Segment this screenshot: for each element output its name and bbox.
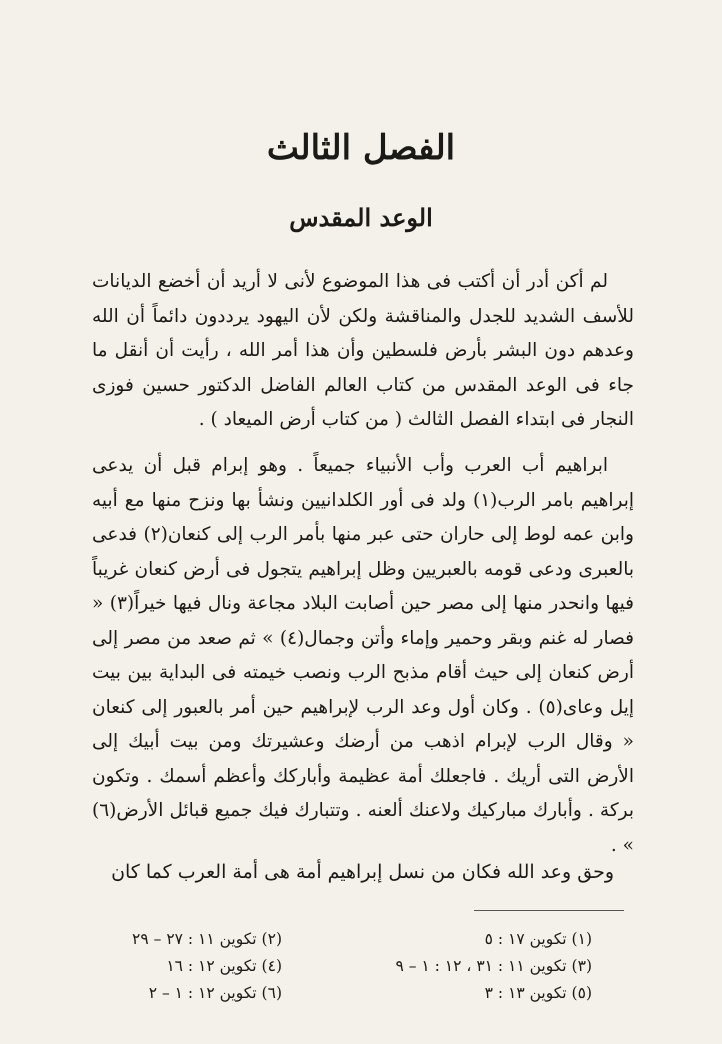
footnote-2: (٢) تكوين ١١ : ٢٧ – ٢٩: [132, 930, 282, 948]
paragraph-continuation: [92, 855, 614, 890]
paragraph-continuation-text: وحق وعد الله فكان من نسل إبراهيم أمة هى أمة العرب كما كان: [111, 861, 614, 883]
paragraph-intro-text: لم أكن أدر أن أكتب فى هذا الموضوع لأنى لا أريد أن أخضع الديانات للأسف الشديد للجدل والمناقشة ولكن لأن اليهود يرددون دائماً أن الله وعدهم دون البشر بأرض فلسطين وأن هذا أمر الله ، رأيت أن أنقل ما جاء فى الوعد المقدس من كتاب العالم الفاضل الدكتور حسين فوزى النجار فى ابتداء الفصل الثالث ( من كتاب أرض الميعاد ) .: [92, 271, 634, 430]
footnote-divider: [474, 910, 624, 911]
chapter-title: الفصل الثالث: [266, 128, 456, 168]
section-title: الوعد المقدس: [289, 203, 433, 232]
paragraph-abraham-text: ابراهيم أب العرب وأب الأنبياء جميعاً . وهو إبرام قبل أن يدعى إبراهيم بامر الرب(١) ولد فى أور الكلدانيين ونشأ بها ونزح منها مع أبيه وابن عمه لوط إلى حاران حتى عبر منها بأمر الرب إلى كنعان(٢) فدعى بالعبرى ودعى قومه بالعبريين وظل إبراهيم يتجول فى أرض كنعان غريباً فيها وانحدر منها إلى مصر حين أصابت البلاد مجاعة ونال فيها خيراً(٣) « فصار له غنم وبقر وحمير وإماء وأتن وجمال(٤) » ثم صعد من مصر إلى أرض كنعان إلى حيث أقام مذبح الرب ونصب خيمته فى البداية بين بيت إيل وعاى(٥) . وكان أول وعد الرب لإبراهيم حين أمر بالعبور إلى كنعان « وقال الرب لإبرام اذهب من أرضك وعشيرتك ومن بيت أبيك إلى الأرض التى أريك . فاجعلك أمة عظيمة وأباركك وأعظم أسمك . وتكون بركة . وأبارك مباركيك ولاعنك ألعنه . وتتبارك فيك جميع قبائل الأرض(٦) » .: [92, 455, 634, 856]
footnote-6: (٦) تكوين ١٢ : ١ – ٢: [148, 984, 282, 1002]
footnotes: [120, 926, 592, 1016]
paragraph-intro: [92, 265, 634, 438]
footnote-3: (٣) تكوين ١١ : ٣١ ، ١٢ : ١ – ٩: [395, 957, 592, 975]
paragraph-abraham: [92, 449, 634, 863]
footnote-4: (٤) تكوين ١٢ : ١٦: [166, 957, 282, 975]
footnote-5: (٥) تكوين ١٣ : ٣: [484, 984, 592, 1002]
footnote-1: (١) تكوين ١٧ : ٥: [484, 930, 592, 948]
